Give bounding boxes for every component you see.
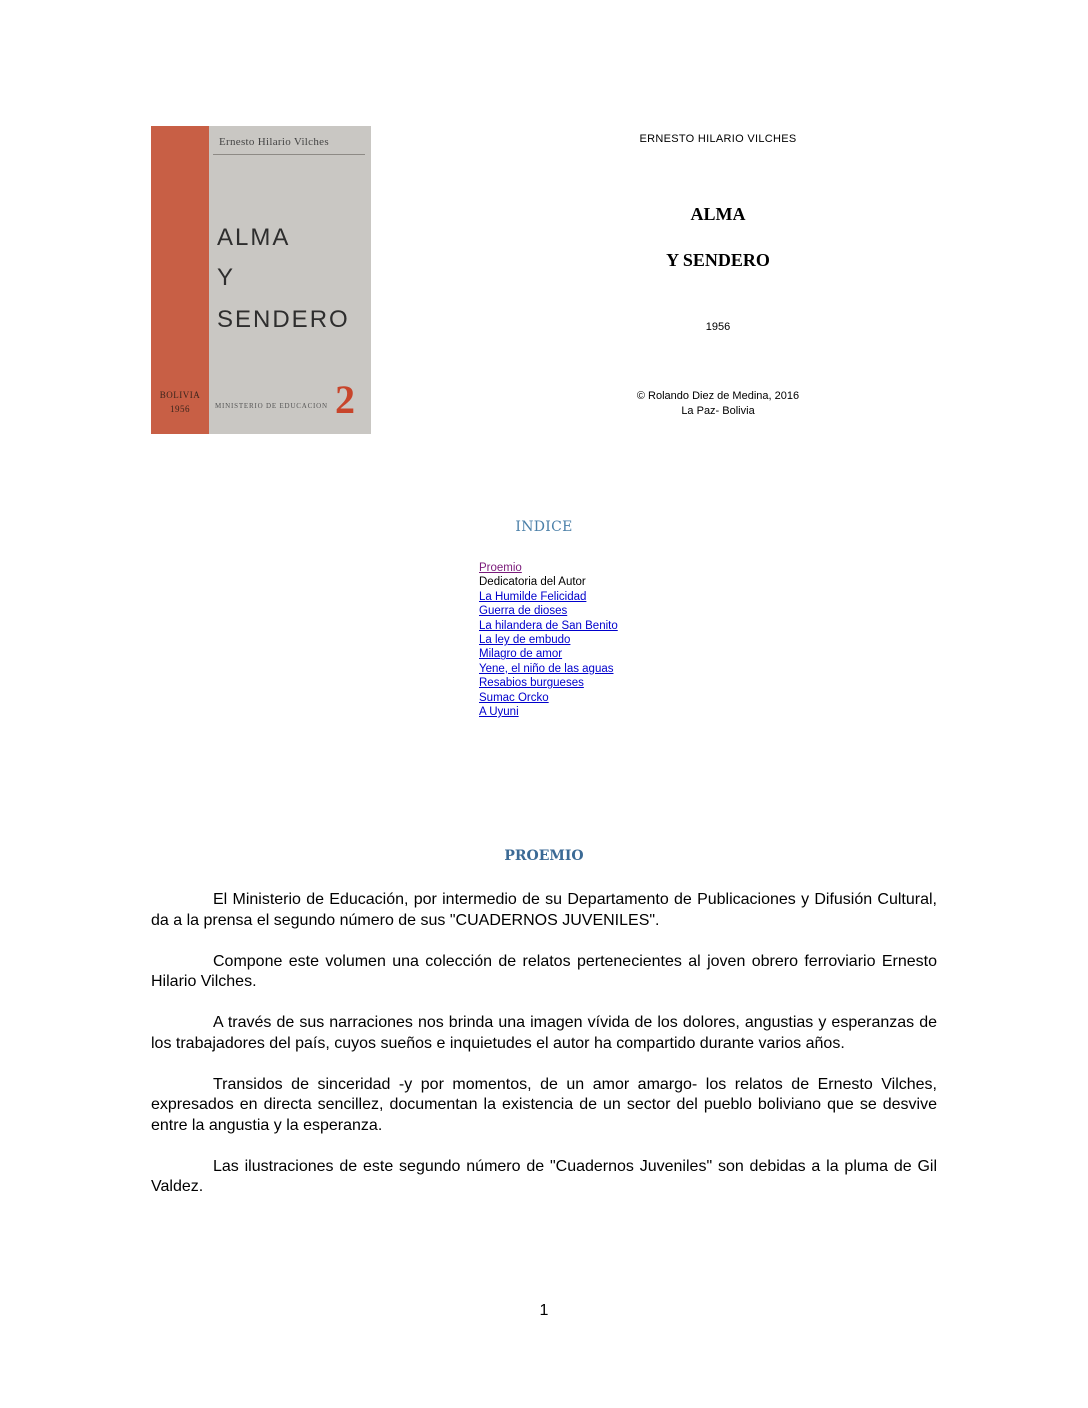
paragraph: Compone este volumen una colección de relatos pertenecientes al joven obrero ferroviario Ernesto Hilario Vilches. — [151, 952, 937, 990]
toc-link-a-uyuni[interactable]: A Uyuni — [479, 706, 519, 719]
toc-link-milagro-de-amor[interactable]: Milagro de amor — [479, 648, 563, 661]
cover-publisher: MINISTERIO DE EDUCACION — [215, 402, 328, 410]
title-line-1: ALMA — [690, 204, 746, 224]
paragraph: Las ilustraciones de este segundo número de "Cuadernos Juveniles" son debidas a la pluma de Gil Valdez. — [151, 1157, 937, 1195]
cover-year: 1956 — [170, 404, 190, 414]
toc-link-la-humilde-felicidad[interactable]: La Humilde Felicidad — [479, 590, 587, 603]
table-of-contents — [479, 561, 618, 719]
cover-divider — [213, 154, 365, 155]
paragraph: A través de sus narraciones nos brinda una imagen vívida de los dolores, angustias y esperanzas de los trabajadores del país, cuyos sueños e inquietudes el autor ha compartido durante varios años. — [151, 1014, 937, 1052]
toc-link-guerra-de-dioses[interactable]: Guerra de dioses — [479, 605, 568, 618]
paragraph: El Ministerio de Educación, por intermedio de su Departamento de Publicaciones y Difusión Cultural, da a la prensa el segundo número de sus "CUADERNOS JUVENILES". — [151, 891, 937, 929]
toc-link-la-hilandera[interactable]: La hilandera de San Benito — [479, 619, 618, 632]
toc-link-yene[interactable]: Yene, el niño de las aguas — [479, 662, 614, 675]
cover-title-line-1: ALMA — [217, 224, 291, 251]
toc-item-dedicatoria: Dedicatoria del Autor — [479, 576, 586, 589]
title-line-2: Y SENDERO — [666, 250, 770, 270]
proemio-heading: PROEMIO — [504, 848, 584, 864]
copyright-line: © Rolando Diez de Medina, 2016 — [636, 390, 800, 402]
index-heading: INDICE — [515, 519, 573, 535]
paragraph: Transidos de sinceridad -y por momentos, de un amor amargo- los relatos de Ernesto Vilches, expresados en directa sencillez, documentan la existencia de un sector del pueblo boliviano que se desvive entre la angustia y la esperanza. — [151, 1075, 937, 1134]
toc-link-proemio[interactable]: Proemio — [479, 562, 522, 574]
publication-year: 1956 — [705, 321, 731, 333]
toc-link-la-ley-de-embudo[interactable]: La ley de embudo — [479, 634, 571, 647]
book-cover-image — [151, 126, 371, 434]
page-number: 1 — [539, 1302, 549, 1319]
copyright-block — [578, 389, 858, 419]
proemio-body — [151, 890, 937, 1218]
cover-author: Ernesto Hilario Vilches — [219, 136, 329, 148]
place-line: La Paz- Bolivia — [681, 405, 755, 417]
title-page-author: ERNESTO HILARIO VILCHES — [639, 133, 797, 145]
toc-link-sumac-orcko[interactable]: Sumac Orcko — [479, 691, 549, 704]
toc-link-resabios-burgueses[interactable]: Resabios burgueses — [479, 677, 584, 690]
cover-number: 2 — [335, 377, 355, 422]
cover-spine — [151, 126, 209, 434]
cover-title-line-3: SENDERO — [217, 306, 350, 333]
cover-title-line-2: Y — [217, 264, 236, 291]
cover-country: BOLIVIA — [159, 390, 201, 400]
